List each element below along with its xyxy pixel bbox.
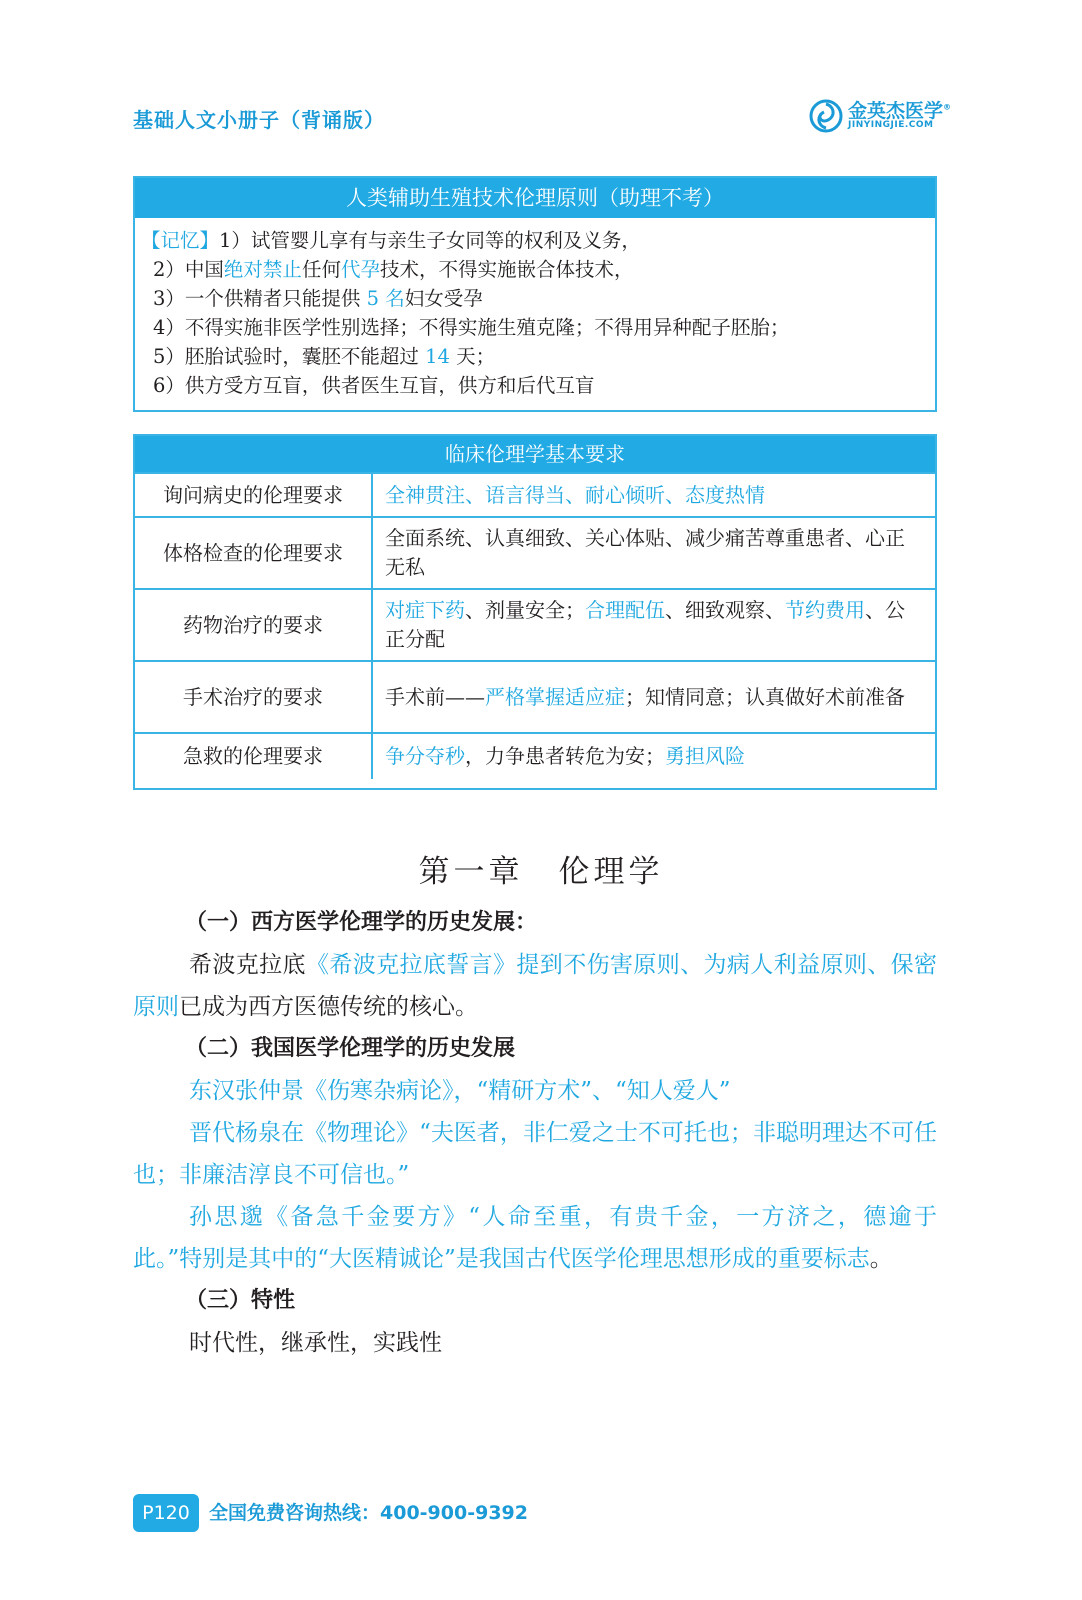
section-heading: （二）我国医学伦理学的历史发展 bbox=[185, 1036, 516, 1061]
requirement-label: 询问病史的伦理要求 bbox=[135, 473, 372, 517]
text-segment: ；知情同意；认真做好术前准备 bbox=[625, 684, 905, 709]
text-segment: 时代性，继承性，实践性 bbox=[189, 1330, 442, 1356]
text-segment: 天； bbox=[449, 345, 496, 368]
requirement-label: 药物治疗的要求 bbox=[135, 589, 372, 661]
highlight-text: 【记忆】 bbox=[141, 229, 220, 252]
highlight-text: 合理配伍 bbox=[585, 598, 665, 622]
hotline-text: 全国免费咨询热线：400-900-9392 bbox=[209, 1502, 528, 1524]
art-principles-box bbox=[133, 176, 937, 412]
highlight-text: 14 bbox=[425, 345, 450, 368]
section-heading: （三）特性 bbox=[185, 1288, 296, 1313]
memo-line bbox=[141, 226, 935, 255]
requirement-detail bbox=[372, 473, 935, 517]
clinical-ethics-title: 临床伦理学基本要求 bbox=[135, 436, 935, 472]
highlight-text: 《希波克拉底誓言》提到不伤害原则、为病人利益原则、保密原则 bbox=[133, 952, 938, 1020]
art-principles-title: 人类辅助生殖技术伦理原则（助理不考） bbox=[135, 178, 935, 218]
highlight-text: 5 名 bbox=[366, 287, 405, 310]
highlight-text: 绝对禁止 bbox=[223, 258, 302, 281]
table-row bbox=[135, 661, 935, 733]
spiral-logo-icon bbox=[808, 98, 844, 134]
requirement-detail bbox=[372, 589, 935, 661]
logo-text: 金英杰医学® bbox=[848, 100, 952, 122]
section-paragraph bbox=[133, 944, 937, 1028]
highlight-text: 节约费用 bbox=[785, 598, 865, 622]
requirement-label: 急救的伦理要求 bbox=[135, 733, 372, 779]
brand-logo bbox=[808, 96, 958, 136]
requirement-detail bbox=[372, 733, 935, 779]
text-segment: 、公正分配 bbox=[385, 598, 905, 651]
section-heading: （一）西方医学伦理学的历史发展： bbox=[185, 910, 538, 935]
text-segment: 任何 bbox=[301, 258, 341, 281]
text-segment: 手术前—— bbox=[385, 684, 485, 709]
highlight-text: 孙思邈《备急千金要方》“人命至重，有贵千金，一方济之，德逾于此。”特别是其中的“大医精诚论”是我国古代医学伦理思想形成的重要标志 bbox=[133, 1204, 937, 1272]
table-row bbox=[135, 589, 935, 661]
text-segment: 、细致观察、 bbox=[665, 598, 785, 622]
clinical-ethics-table bbox=[135, 472, 935, 779]
table-row bbox=[135, 733, 935, 779]
table-row bbox=[135, 473, 935, 517]
requirement-label: 体格检查的伦理要求 bbox=[135, 517, 372, 589]
requirement-detail bbox=[372, 661, 935, 733]
requirement-label: 手术治疗的要求 bbox=[135, 661, 372, 733]
highlight-text: 晋代杨泉在《物理论》“夫医者，非仁爱之士不可托也；非聪明理达不可任也；非廉洁淳良不可信也。” bbox=[133, 1120, 937, 1188]
text-segment: 4）不得实施非医学性别选择；不得实施生殖克隆；不得用异种配子胚胎； bbox=[153, 316, 790, 339]
text-segment: 。 bbox=[869, 1246, 893, 1272]
logo-subtext: JINYINGJIE.COM bbox=[848, 120, 934, 130]
page-number: P120 bbox=[133, 1494, 199, 1532]
memo-line bbox=[141, 313, 935, 342]
highlight-text: 严格掌握适应症 bbox=[485, 684, 625, 709]
text-segment: 5）胚胎试验时，囊胚不能超过 bbox=[153, 345, 426, 368]
text-segment: 已成为西方医德传统的核心。 bbox=[179, 994, 478, 1020]
memo-line bbox=[141, 255, 935, 284]
memo-list bbox=[135, 218, 935, 400]
booklet-title: 基础人文小册子（背诵版） bbox=[133, 108, 385, 132]
highlight-text: 对症下药 bbox=[385, 598, 465, 622]
highlight-text: 勇担风险 bbox=[665, 744, 745, 768]
text-segment: 6）供方受方互盲，供者医生互盲，供方和后代互盲 bbox=[153, 374, 595, 397]
text-segment: 技术，不得实施嵌合体技术， bbox=[379, 258, 634, 281]
text-segment: 希波克拉底 bbox=[189, 952, 306, 978]
text-segment: 、剂量安全； bbox=[465, 598, 585, 622]
chapter-body bbox=[133, 902, 937, 1364]
text-segment: 3）一个供精者只能提供 bbox=[153, 287, 367, 310]
memo-line bbox=[141, 284, 935, 313]
table-row bbox=[135, 517, 935, 589]
section-paragraph bbox=[133, 1112, 937, 1196]
text-segment: ，力争患者转危为安； bbox=[465, 744, 665, 768]
text-segment: 全面系统、认真细致、关心体贴、减少痛苦尊重患者、心正无私 bbox=[385, 526, 905, 579]
chapter-title: 第一章 伦理学 bbox=[418, 854, 664, 890]
section-paragraph bbox=[133, 1322, 937, 1364]
memo-line bbox=[141, 342, 935, 371]
text-segment: 2）中国 bbox=[153, 258, 224, 281]
highlight-text: 东汉张仲景《伤寒杂病论》，“精研方术”、“知人爱人” bbox=[189, 1078, 731, 1104]
clinical-ethics-box bbox=[133, 434, 937, 790]
highlight-text: 代孕 bbox=[340, 258, 380, 281]
memo-line bbox=[141, 371, 935, 400]
requirement-detail bbox=[372, 517, 935, 589]
text-segment: 妇女受孕 bbox=[404, 287, 483, 310]
text-segment: 1）试管婴儿享有与亲生子女同等的权利及义务， bbox=[219, 229, 641, 252]
highlight-text: 争分夺秒 bbox=[385, 744, 465, 768]
section-paragraph bbox=[133, 1070, 937, 1112]
highlight-text: 全神贯注、语言得当、耐心倾听、态度热情 bbox=[385, 482, 765, 507]
section-paragraph bbox=[133, 1196, 937, 1280]
